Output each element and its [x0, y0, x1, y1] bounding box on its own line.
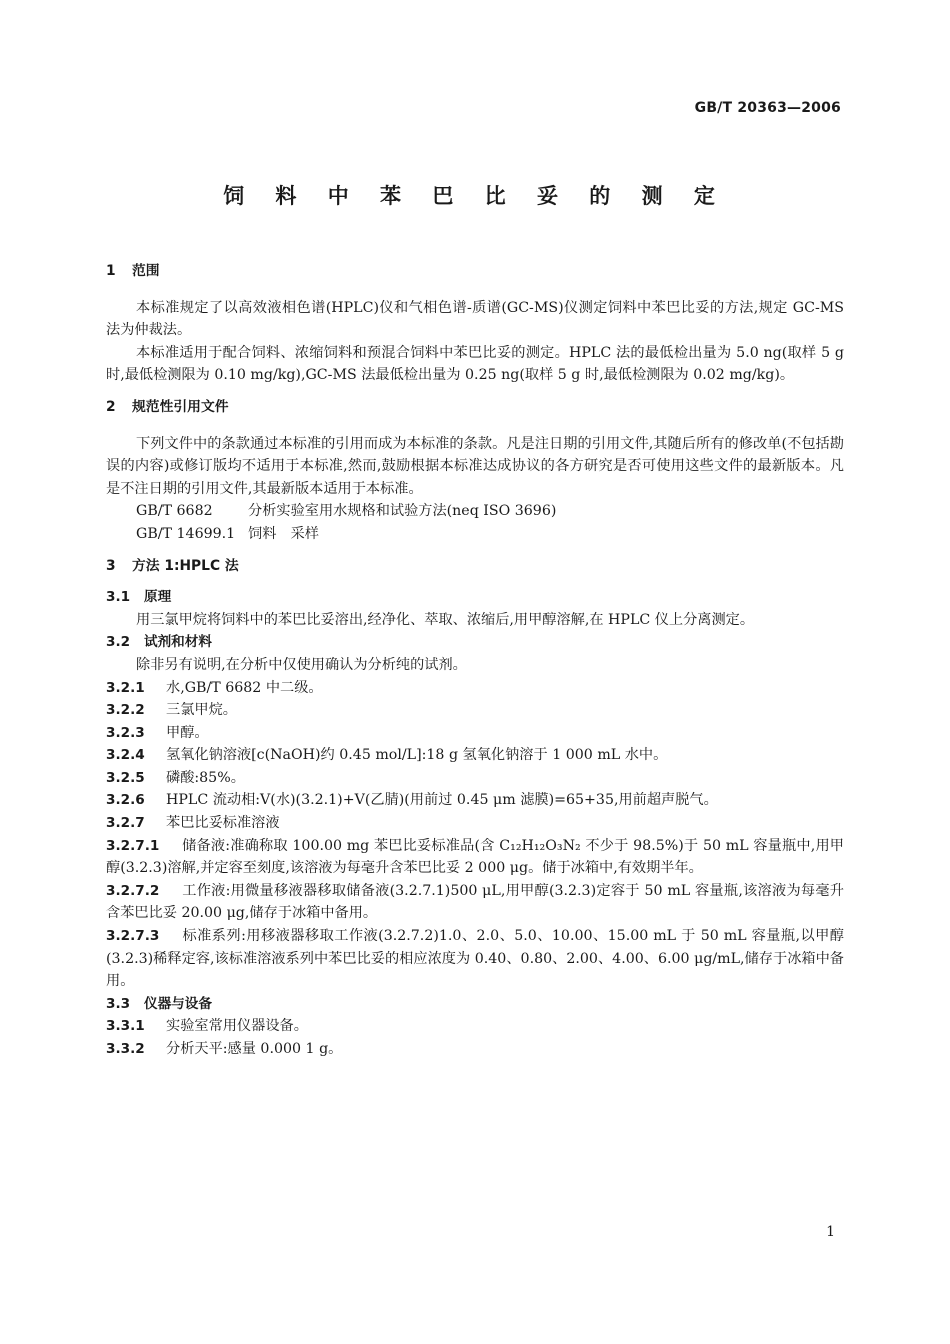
clause-text: 磷酸:85%。: [166, 769, 245, 786]
reference-item: [106, 523, 844, 546]
clause-item: [106, 925, 844, 993]
subsection-number: 3.3: [106, 995, 131, 1012]
clause-text: 实验室常用仪器设备。: [166, 1018, 308, 1035]
clause-item: [106, 1038, 844, 1061]
clause-number: 3.3.2: [106, 1041, 145, 1057]
subsection-title: 试剂和材料: [144, 634, 212, 651]
clause-number: 3.3.1: [106, 1018, 145, 1035]
section-heading-3: [106, 555, 844, 578]
clause-item: [106, 835, 844, 880]
clause-number: 3.2.5: [106, 769, 145, 786]
clause-number: 3.2.7.3: [106, 928, 160, 945]
clause-number: 3.2.7: [106, 815, 145, 832]
section-number: 2: [106, 398, 116, 415]
clause-item: [106, 744, 844, 767]
paragraph: 本标准适用于配合饲料、浓缩饲料和预混合饲料中苯巴比妥的测定。HPLC 法的最低检出量为 5.0 ng(取样 5 g 时,最低检测限为 0.10 mg/kg),GC-MS 法最低检出量为 0.25 ng(取样 5 g 时,最低检测限为 0.02 mg/kg)。: [106, 344, 844, 384]
clause-item: [106, 1015, 844, 1038]
clause-text: 氢氧化钠溶液[c(NaOH)约 0.45 mol/L]:18 g 氢氧化钠溶于 1 000 mL 水中。: [166, 747, 668, 764]
clause-text: 工作液:用微量移液器移取储备液(3.2.7.1)500 μL,用甲醇(3.2.3)定容于 50 mL 容量瓶,该溶液为每毫升含苯巴比妥 20.00 μg,储存于冰箱中备用。: [106, 882, 844, 922]
subsection-heading: [106, 586, 844, 609]
paragraph: 本标准规定了以高效液相色谱(HPLC)仪和气相色谱-质谱(GC-MS)仪测定饲料中苯巴比妥的方法,规定 GC-MS 法为仲裁法。: [106, 299, 844, 339]
paragraph: 用三氯甲烷将饲料中的苯巴比妥溶出,经净化、萃取、浓缩后,用甲醇溶解,在 HPLC 仪上分离测定。: [136, 611, 755, 628]
clause-number: 3.2.1: [106, 679, 145, 696]
paragraph: 下列文件中的条款通过本标准的引用而成为本标准的条款。凡是注日期的引用文件,其随后所有的修改单(不包括勘误的内容)或修订版均不适用于本标准,然而,鼓励根据本标准达成协议的各方研究是否可使用这些文件的最新版本。凡是不注日期的引用文件,其最新版本适用于本标准。: [106, 435, 844, 497]
clause-text: HPLC 流动相:V(水)(3.2.1)+V(乙腈)(用前过 0.45 μm 滤膜)=65+35,用前超声脱气。: [166, 792, 718, 809]
document-body: [106, 260, 844, 1061]
page-number: 1: [826, 1224, 835, 1240]
clause-number: 3.2.2: [106, 702, 145, 719]
clause-text: 甲醇。: [166, 724, 209, 741]
clause-item: [106, 812, 844, 835]
clause-text: 标准系列:用移液器移取工作液(3.2.7.2)1.0、2.0、5.0、10.00、15.00 mL 于 50 mL 容量瓶,以甲醇(3.2.3)稀释定容,该标准溶液系列中苯巴比妥的相应浓度为 0.40、0.80、2.00、4.00、6.00 μg/mL,储存于冰箱中备用。: [106, 928, 844, 990]
clause-text: 储备液:准确称取 100.00 mg 苯巴比妥标准品(含 C₁₂H₁₂O₃N₂ 不少于 98.5%)于 50 mL 容量瓶中,用甲醇(3.2.3)溶解,并定容至刻度,该溶液为每毫升含苯巴比妥 2 000 μg。储于冰箱中,有效期半年。: [106, 837, 844, 877]
document-title: 饲 料 中 苯 巴 比 妥 的 测 定: [223, 184, 727, 208]
section-title: 范围: [132, 263, 160, 279]
clause-number: 3.2.7.1: [106, 837, 160, 854]
clause-number: 3.2.3: [106, 724, 145, 741]
clause-item: [106, 789, 844, 812]
clause-item: [106, 767, 844, 790]
section-heading-2: [106, 396, 844, 419]
subsection-heading: [106, 993, 844, 1016]
clause-item: [106, 699, 844, 722]
subsection-number: 3.1: [106, 589, 131, 606]
reference-text: 分析实验室用水规格和试验方法(neq ISO 3696): [248, 503, 557, 520]
clause-text: 水,GB/T 6682 中二级。: [166, 679, 323, 696]
reference-code: GB/T 6682: [136, 503, 213, 520]
section-heading-1: [106, 260, 844, 283]
subsection-heading: [106, 631, 844, 654]
reference-code: GB/T 14699.1: [136, 525, 236, 542]
clause-text: 三氯甲烷。: [166, 702, 237, 719]
subsection-title: 仪器与设备: [144, 995, 212, 1012]
reference-text: 饲料 采样: [248, 525, 319, 542]
section-number: 3: [106, 557, 116, 574]
subsection-title: 原理: [144, 589, 172, 606]
clause-number: 3.2.4: [106, 747, 145, 764]
section-title: 方法 1:HPLC 法: [132, 557, 239, 574]
standard-number: GB/T 20363—2006: [694, 100, 841, 116]
clause-item: [106, 722, 844, 745]
subsection-number: 3.2: [106, 634, 131, 651]
paragraph: 除非另有说明,在分析中仅使用确认为分析纯的试剂。: [136, 656, 467, 673]
clause-number: 3.2.7.2: [106, 882, 160, 899]
section-title: 规范性引用文件: [132, 398, 229, 415]
section-number: 1: [106, 263, 116, 279]
clause-item: [106, 677, 844, 700]
reference-item: [106, 500, 844, 523]
clause-number: 3.2.6: [106, 792, 145, 809]
clause-text: 分析天平:感量 0.000 1 g。: [166, 1041, 343, 1057]
clause-text: 苯巴比妥标准溶液: [166, 815, 280, 832]
clause-item: [106, 880, 844, 925]
